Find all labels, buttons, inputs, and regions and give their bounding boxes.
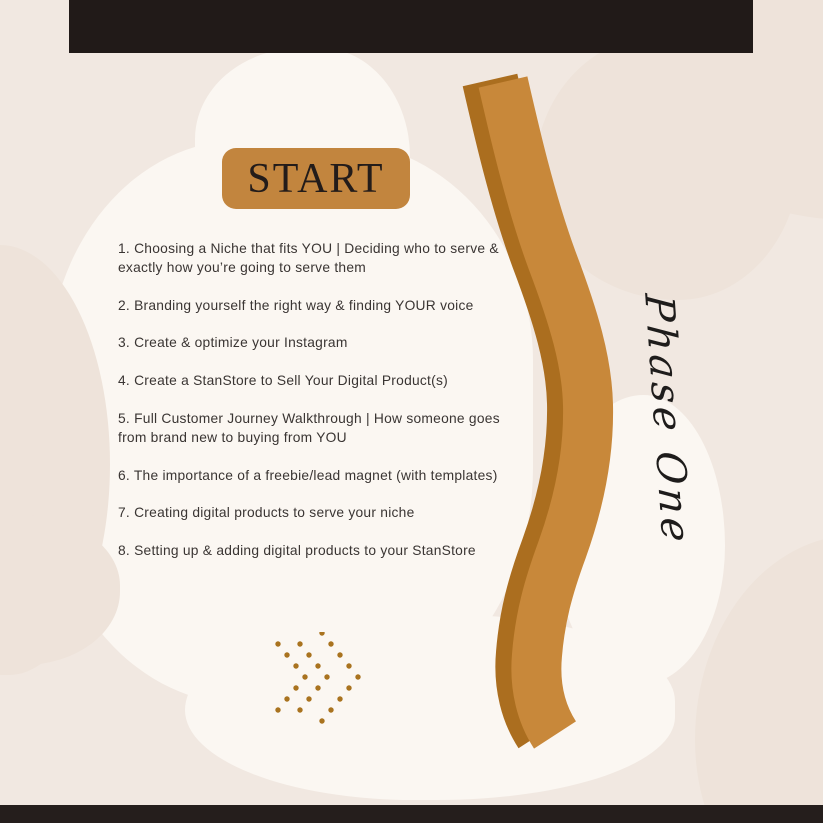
phase-label-text: Phase One: [635, 292, 699, 548]
curriculum-item: 4. Create a StanStore to Sell Your Digital Product(s): [118, 373, 448, 389]
curriculum-item: 3. Create & optimize your Instagram: [118, 335, 348, 351]
curriculum-item: 2. Branding yourself the right way & finding YOUR voice: [118, 297, 474, 313]
start-badge: [222, 148, 410, 209]
top-bar: [69, 0, 753, 53]
bottom-bar: [0, 805, 823, 823]
curriculum-item: 6. The importance of a freebie/lead magnet (with templates): [118, 467, 498, 483]
curriculum-item: 8. Setting up & adding digital products to your StanStore: [118, 543, 476, 559]
curriculum-item: 1. Choosing a Niche that fits YOU | Deciding who to serve & exactly how you’re going to serve them: [118, 241, 499, 275]
curriculum-item: 7. Creating digital products to serve your niche: [118, 505, 415, 521]
dotted-chevron-arrow-icon: [268, 632, 372, 724]
curriculum-item: 5. Full Customer Journey Walkthrough | How someone goes from brand new to buying from YOU: [118, 410, 500, 445]
curriculum-list: [118, 240, 500, 580]
start-badge-label: START: [247, 155, 385, 202]
